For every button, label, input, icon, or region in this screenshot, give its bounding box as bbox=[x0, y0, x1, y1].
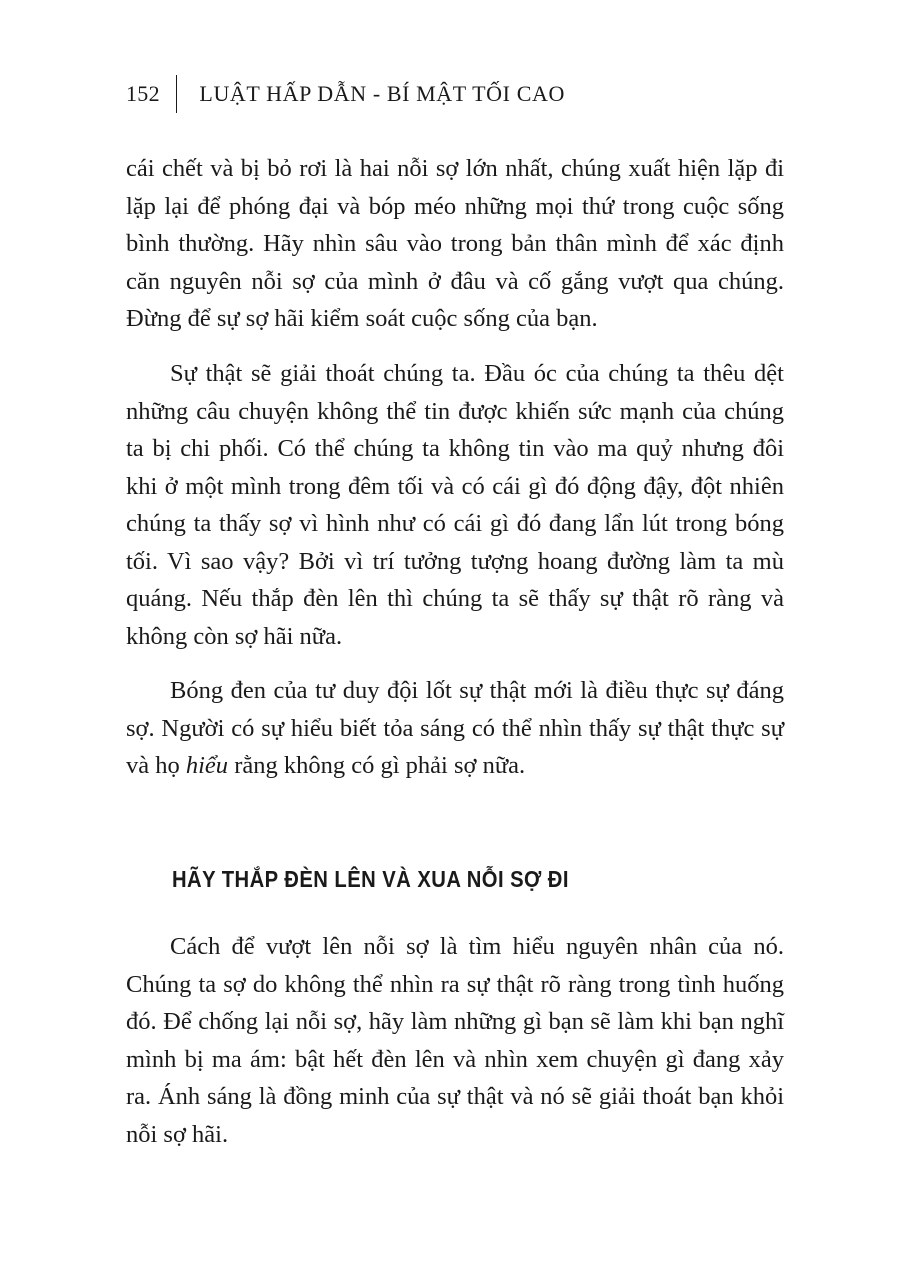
header-divider bbox=[176, 75, 178, 113]
paragraph-4 bbox=[126, 928, 784, 1153]
paragraph-3-text-start: Bóng đen của tư duy đội lốt sự thật mới là điều thực sự đáng sợ. Người có sự hiểu biết tỏa sáng có thể nhìn thấy sự thật thực sự và họ bbox=[126, 677, 784, 779]
paragraph-1-text: cái chết và bị bỏ rơi là hai nỗi sợ lớn nhất, chúng xuất hiện lặp đi lặp lại để phóng đại và bóp méo những mọi thứ trong cuộc sống bình thường. Hãy nhìn sâu vào trong bản thân mình để xác định căn nguyên nỗi sợ của mình ở đâu và cố gắng vượt qua chúng. Đừng để sự sợ hãi kiểm soát cuộc sống của bạn. bbox=[126, 155, 784, 332]
paragraph-2-text: Sự thật sẽ giải thoát chúng ta. Đầu óc của chúng ta thêu dệt những câu chuyện không thể tin được khiến sức mạnh của chúng ta bị chi phối. Có thể chúng ta không tin vào ma quỷ nhưng đôi khi ở một mình trong đêm tối và có cái gì đó động đậy, đột nhiên chúng ta thấy sợ vì hình như có cái gì đó đang lẩn lút trong bóng tối. Vì sao vậy? Bởi vì trí tưởng tượng hoang đường làm ta mù quáng. Nếu thắp đèn lên thì chúng ta sẽ thấy sự thật rõ ràng và không còn sợ hãi nữa. bbox=[126, 360, 784, 650]
book-title: LUẬT HẤP DẪN - BÍ MẬT TỐI CAO bbox=[199, 81, 565, 106]
emphasized-word: hiểu bbox=[185, 752, 229, 779]
paragraph-4-text: Cách để vượt lên nỗi sợ là tìm hiểu nguyên nhân của nó. Chúng ta sợ do không thể nhìn ra sự thật rõ ràng trong tình huống đó. Để chống lại nỗi sợ, hãy làm những gì bạn sẽ làm khi bạn nghĩ mình bị ma ám: bật hết đèn lên và nhìn xem chuyện gì đang xảy ra. Ánh sáng là đồng minh của sự thật và nó sẽ giải thoát bạn khỏi nỗi sợ hãi. bbox=[126, 933, 784, 1148]
paragraph-3 bbox=[126, 672, 784, 785]
paragraph-3-text bbox=[126, 672, 784, 785]
page-number: 152 bbox=[126, 81, 160, 106]
paragraph-1 bbox=[126, 150, 784, 338]
running-header bbox=[126, 74, 565, 114]
section-heading: HÃY THẮP ĐÈN LÊN VÀ XUA NỖI SỢ ĐI bbox=[172, 866, 569, 892]
paragraph-2 bbox=[126, 355, 784, 655]
paragraph-3-text-end: rằng không có gì phải sợ nữa. bbox=[228, 752, 526, 779]
